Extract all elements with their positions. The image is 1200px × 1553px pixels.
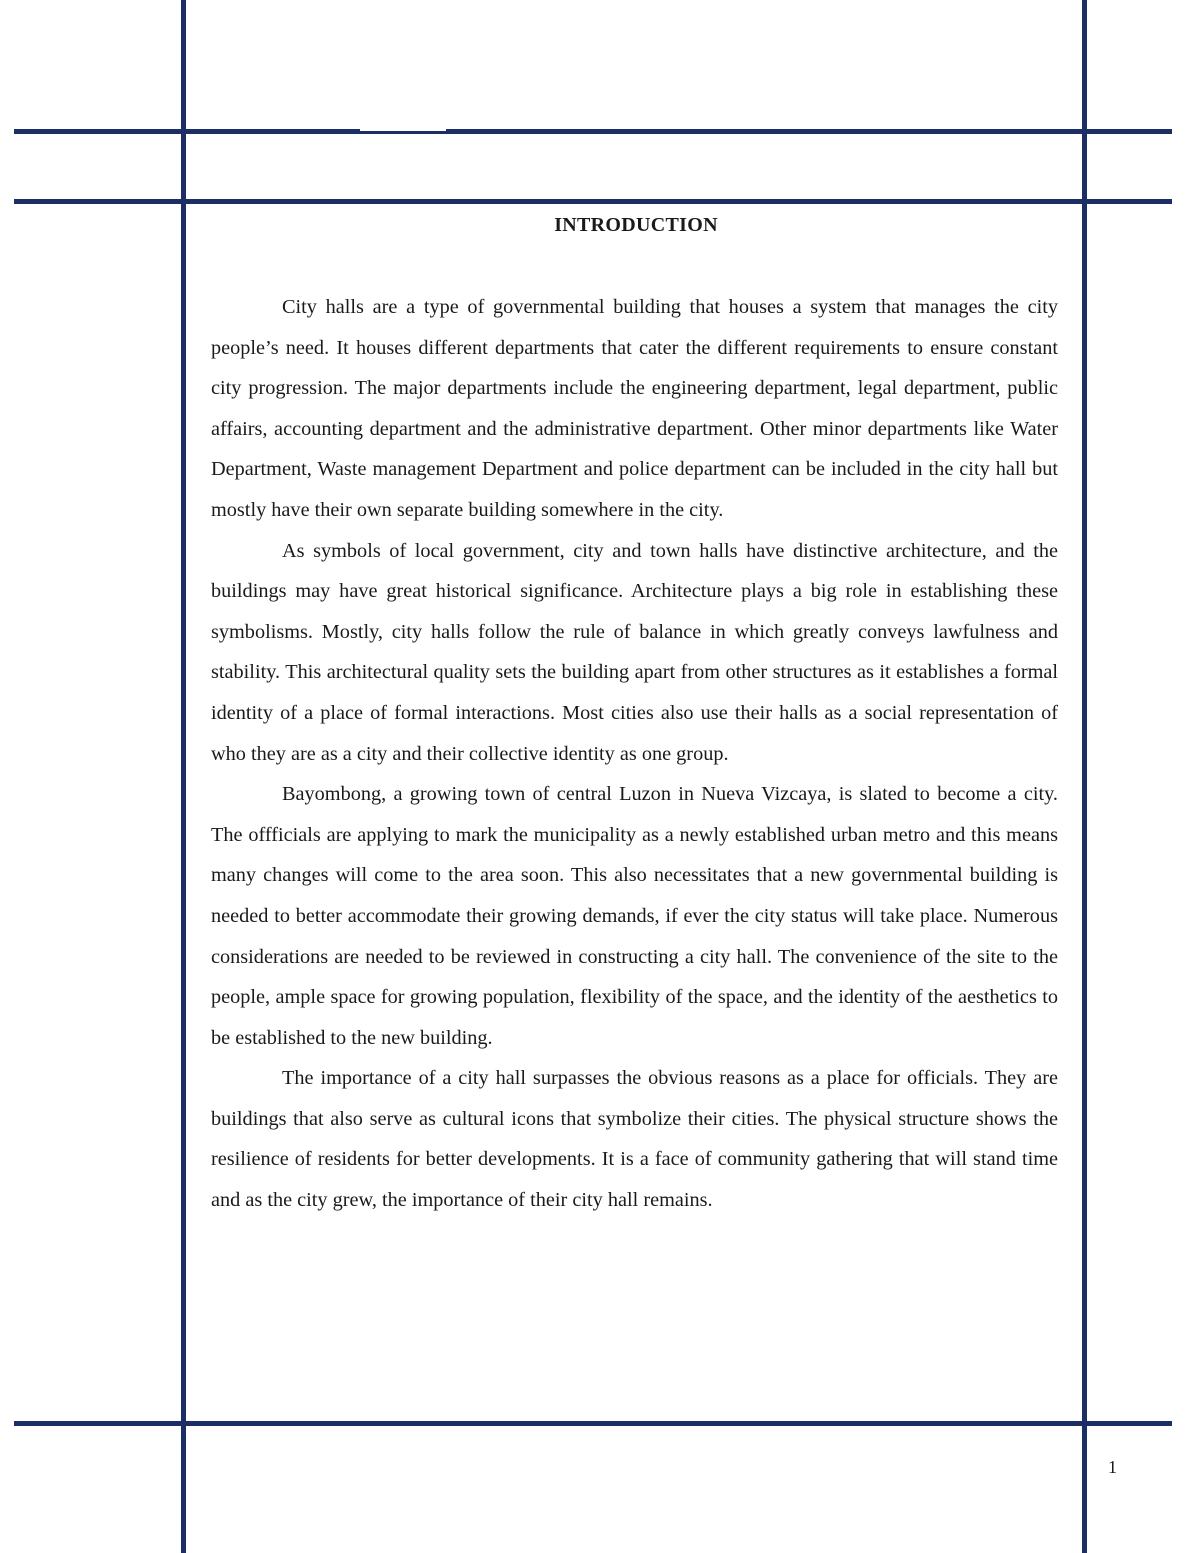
paragraph-4: The importance of a city hall surpasses the obvious reasons as a place for officials. They are buildings that also serve as cultural icons that symbolize their cities. The physical structure shows the resilience of residents for better developments. It is a face of community gathering that will stand time and as the city grew, the importance of their city hall remains. xyxy=(211,1067,1058,1212)
paragraph-1: City halls are a type of governmental building that houses a system that manages the city people’s need. It houses different departments that cater the different requirements to ensure constant city progression. The major departments include the engineering department, legal department, public affairs, accounting department and the administrative department. Other minor departments like Water Department, Waste management Department and police department can be included in the city hall but mostly have their own separate building somewhere in the city. xyxy=(211,296,1058,521)
rule-highlight-gap xyxy=(360,129,446,131)
top-horizontal-rule-1 xyxy=(14,129,1172,134)
top-horizontal-rule-2 xyxy=(14,199,1172,204)
bottom-horizontal-rule xyxy=(14,1421,1172,1426)
body-text xyxy=(211,287,1058,1221)
paragraph-3: Bayombong, a growing town of central Luzon in Nueva Vizcaya, is slated to become a city. The offficials are applying to mark the municipality as a newly established urban metro and this means many changes will come to the area soon. This also necessitates that a new governmental building is needed to better accommodate their growing demands, if ever the city status will take place. Numerous considerations are needed to be reviewed in constructing a city hall. The convenience of the site to the people, ample space for growing population, flexibility of the space, and the identity of the aesthetics to be established to the new building. xyxy=(211,783,1058,1049)
paragraph-2: As symbols of local government, city and town halls have distinctive architecture, and the buildings may have great historical significance. Architecture plays a big role in establishing these symbolisms. Mostly, city halls follow the rule of balance in which greatly conveys lawfulness and stability. This architectural quality sets the building apart from other structures as it establishes a formal identity of a place of formal interactions. Most cities also use their halls as a social representation of who they are as a city and their collective identity as one group. xyxy=(211,539,1058,765)
page-number: 1 xyxy=(1108,1457,1117,1477)
section-heading: INTRODUCTION xyxy=(554,214,718,236)
